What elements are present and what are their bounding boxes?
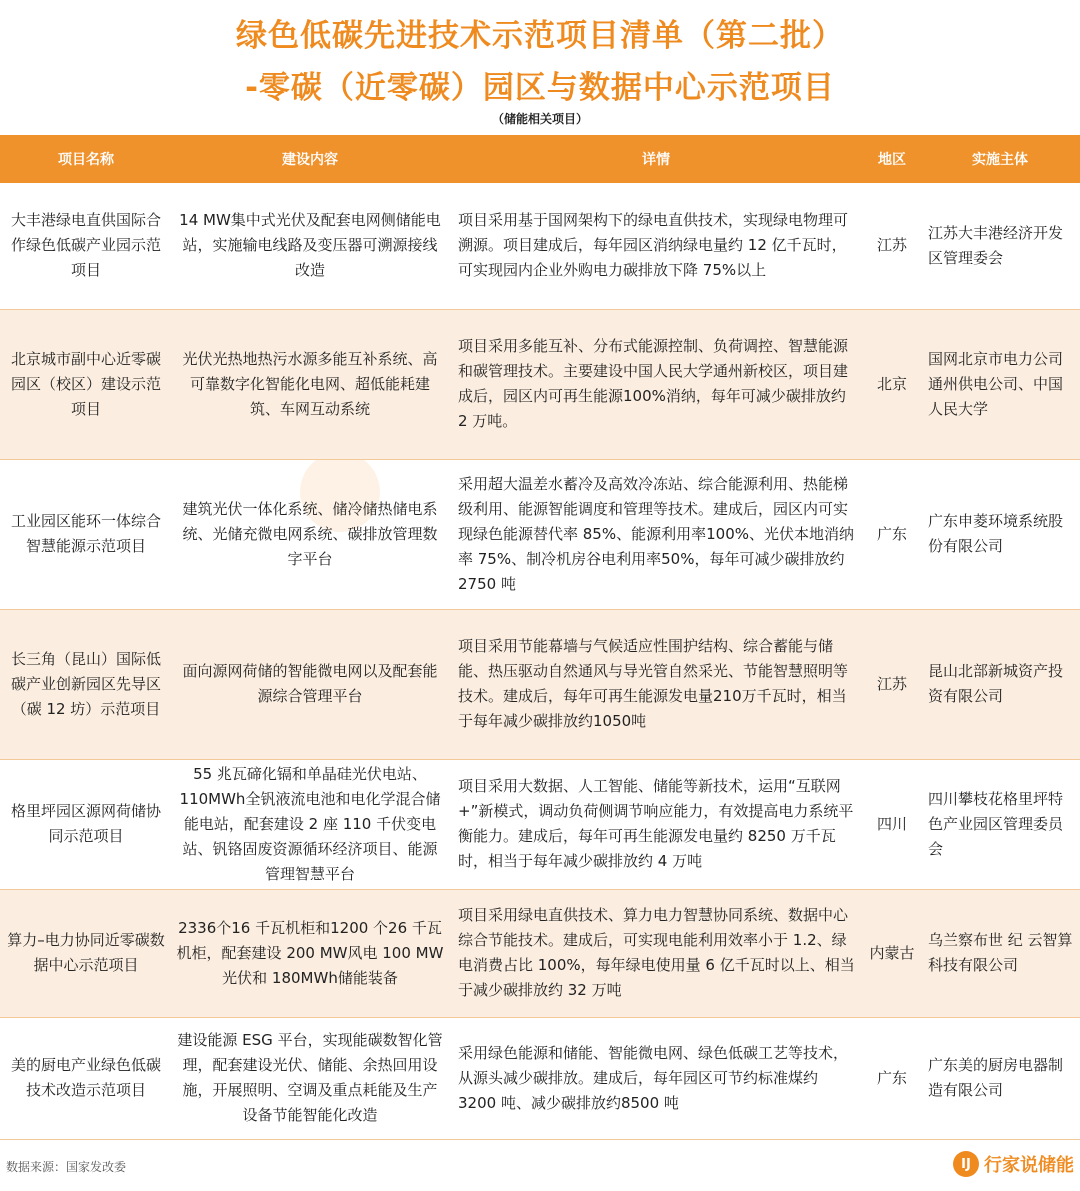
table-row	[0, 183, 1080, 309]
brand-logo-text: 行家说储能	[984, 1155, 1074, 1176]
cell-content: 2336个16 千瓦机柜和1200 个26 千瓦机柜，配套建设 200 MW风电 100 MW光伏和 180MWh储能装备	[172, 889, 448, 1017]
cell-detail: 采用绿色能源和储能、智能微电网、绿色低碳工艺等技术，从源头减少碳排放。建成后，每年园区可节约标准煤约 3200 吨、减少碳排放约8500 吨	[448, 1017, 864, 1139]
header-project-name: 项目名称	[0, 135, 172, 183]
cell-region: 四川	[864, 759, 920, 889]
cell-detail: 项目采用基于国网架构下的绿电直供技术，实现绿电物理可溯源。项目建成后，每年园区消纳绿电量约 12 亿千瓦时，可实现园内企业外购电力碳排放下降 75%以上	[448, 183, 864, 309]
cell-detail: 项目采用绿电直供技术、算力电力智慧协同系统、数据中心综合节能技术。建成后，可实现电能利用效率小于 1.2、绿电消费占比 100%，每年绿电使用量 6 亿千瓦时以上、相当于减少碳排放约 32 万吨	[448, 889, 864, 1017]
brand-logo-icon: IJ	[953, 1151, 979, 1177]
cell-content: 面向源网荷储的智能微电网以及配套能源综合管理平台	[172, 609, 448, 759]
title-line-1: 绿色低碳先进技术示范项目清单（第二批）	[236, 18, 844, 54]
table-row	[0, 759, 1080, 889]
cell-implementer: 昆山北部新城资产投资有限公司	[920, 609, 1080, 759]
cell-implementer: 国网北京市电力公司通州供电公司、中国人民大学	[920, 309, 1080, 459]
table-row	[0, 889, 1080, 1017]
table-header-row	[0, 135, 1080, 183]
header-implementer: 实施主体	[920, 135, 1080, 183]
cell-region: 北京	[864, 309, 920, 459]
cell-region: 广东	[864, 1017, 920, 1139]
cell-content: 55 兆瓦碲化镉和单晶硅光伏电站、110MWh全钒液流电池和电化学混合储能电站，配套建设 2 座 110 千伏变电站、钒铬固废资源循环经济项目、能源管理智慧平台	[172, 759, 448, 889]
cell-project-name: 格里坪园区源网荷储协同示范项目	[0, 759, 172, 889]
cell-project-name: 长三角（昆山）国际低碳产业创新园区先导区（碳 12 坊）示范项目	[0, 609, 172, 759]
brand-logo	[953, 1151, 1074, 1177]
header-region: 地区	[864, 135, 920, 183]
table-row	[0, 1017, 1080, 1139]
cell-content: 建设能源 ESG 平台，实现能碳数智化管理，配套建设光伏、储能、余热回用设施，开展照明、空调及重点耗能及生产设备节能智能化改造	[172, 1017, 448, 1139]
cell-implementer: 江苏大丰港经济开发区管理委会	[920, 183, 1080, 309]
cell-content: 光伏光热地热污水源多能互补系统、高可靠数字化智能化电网、超低能耗建筑、车网互动系统	[172, 309, 448, 459]
table-row	[0, 309, 1080, 459]
data-source-note: 数据来源：国家发改委	[6, 1160, 127, 1174]
header-detail: 详情	[448, 135, 864, 183]
cell-detail: 采用超大温差水蓄冷及高效冷冻站、综合能源利用、热能梯级利用、能源智能调度和管理等技术。建成后，园区内可实现绿色能源替代率 85%、能源利用率100%、光伏本地消纳率 75%、制冷机房谷电利用率50%，每年可减少碳排放约 2750 吨	[448, 459, 864, 609]
cell-detail: 项目采用大数据、人工智能、储能等新技术，运用“互联网+”新模式，调动负荷侧调节响应能力，有效提高电力系统平衡能力。建成后，每年可再生能源发电量约 8250 万千瓦时，相当于每年减少碳排放约 4 万吨	[448, 759, 864, 889]
cell-project-name: 算力–电力协同近零碳数据中心示范项目	[0, 889, 172, 1017]
cell-project-name: 大丰港绿电直供国际合作绿色低碳产业园示范项目	[0, 183, 172, 309]
cell-region: 江苏	[864, 183, 920, 309]
cell-implementer: 广东申菱环境系统股份有限公司	[920, 459, 1080, 609]
cell-region: 内蒙古	[864, 889, 920, 1017]
cell-implementer: 广东美的厨房电器制造有限公司	[920, 1017, 1080, 1139]
cell-project-name: 美的厨电产业绿色低碳技术改造示范项目	[0, 1017, 172, 1139]
project-table	[0, 135, 1080, 1140]
cell-implementer: 乌兰察布世 纪 云智算科技有限公司	[920, 889, 1080, 1017]
cell-implementer: 四川攀枝花格里坪特色产业园区管理委员会	[920, 759, 1080, 889]
subtitle: （储能相关项目）	[491, 112, 588, 126]
cell-detail: 项目采用多能互补、分布式能源控制、负荷调控、智慧能源和碳管理技术。主要建设中国人民大学通州新校区，项目建成后，园区内可再生能源100%消纳，每年可减少碳排放约 2 万吨。	[448, 309, 864, 459]
table-row	[0, 609, 1080, 759]
cell-project-name: 工业园区能环一体综合智慧能源示范项目	[0, 459, 172, 609]
table-row	[0, 459, 1080, 609]
cell-content: 14 MW集中式光伏及配套电网侧储能电站，实施输电线路及变压器可溯源接线改造	[172, 183, 448, 309]
cell-content: 建筑光伏一体化系统、储冷储热储电系统、光储充微电网系统、碳排放管理数字平台	[172, 459, 448, 609]
cell-region: 广东	[864, 459, 920, 609]
cell-project-name: 北京城市副中心近零碳园区（校区）建设示范项目	[0, 309, 172, 459]
cell-detail: 项目采用节能幕墙与气候适应性围护结构、综合蓄能与储能、热压驱动自然通风与导光管自然采光、节能智慧照明等技术。建成后，每年可再生能源发电量210万千瓦时，相当于每年减少碳排放约1050吨	[448, 609, 864, 759]
header-content: 建设内容	[172, 135, 448, 183]
cell-region: 江苏	[864, 609, 920, 759]
title-line-2: -零碳（近零碳）园区与数据中心示范项目	[245, 70, 835, 106]
